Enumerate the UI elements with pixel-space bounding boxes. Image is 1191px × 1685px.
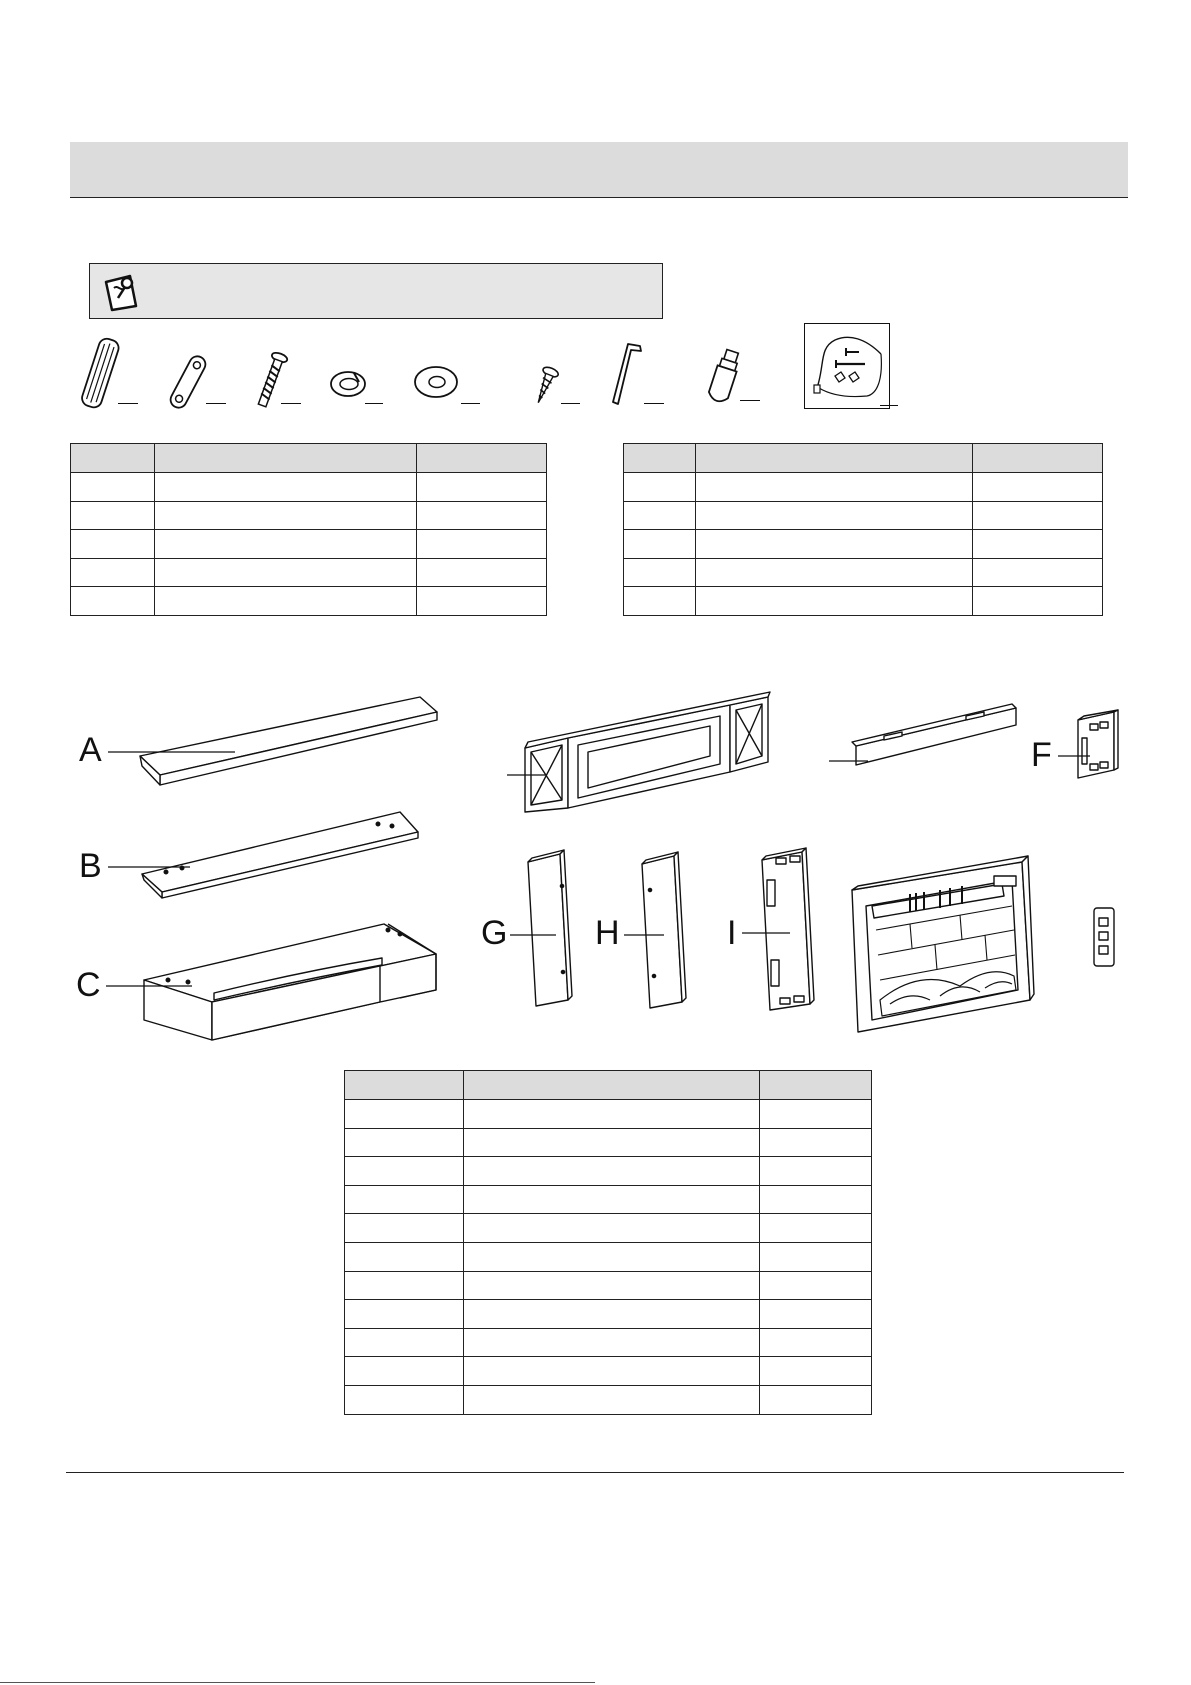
table-row <box>624 558 1103 587</box>
part-b-shelf <box>142 812 418 898</box>
part-h-side-panel <box>642 852 686 1008</box>
part-label-g: G <box>481 914 508 952</box>
part-j-firebox <box>852 856 1034 1032</box>
part-g-side-panel <box>528 850 572 1006</box>
table-row <box>624 587 1103 616</box>
table-row <box>624 530 1103 559</box>
anti-tip-kit-icon <box>804 323 890 409</box>
flat-washer-icon <box>412 362 462 402</box>
part-k-remote <box>1094 908 1114 966</box>
dowel-icon <box>70 334 130 414</box>
parts-illustration <box>0 680 1191 1040</box>
lock-washer-icon <box>328 365 372 401</box>
table-row <box>71 501 547 530</box>
cam-lock-icon <box>706 348 742 408</box>
table-header-row <box>624 444 1103 473</box>
table-row <box>345 1300 872 1329</box>
part-label-h: H <box>595 914 620 952</box>
connector-plate-qty-line <box>206 403 226 404</box>
table-row <box>71 587 547 616</box>
anti-tip-kit-qty-line <box>880 405 898 406</box>
table-row <box>345 1357 872 1386</box>
hardware-table-left <box>70 443 547 616</box>
lock-washer-qty-line <box>365 403 383 404</box>
table-row <box>71 530 547 559</box>
table-row <box>624 501 1103 530</box>
table-row <box>345 1157 872 1186</box>
table-row <box>345 1185 872 1214</box>
table-header-row <box>345 1071 872 1100</box>
part-label-b: B <box>79 847 102 885</box>
bottom-edge-line <box>0 1682 595 1683</box>
parts-table <box>344 1070 872 1415</box>
part-i-inner-panel <box>762 848 814 1010</box>
part-label-c: C <box>76 966 101 1004</box>
allen-key-qty-line <box>644 403 664 404</box>
table-row <box>71 473 547 502</box>
wood-screw-qty-line <box>561 403 580 404</box>
table-row <box>345 1242 872 1271</box>
table-row <box>345 1100 872 1129</box>
table-row <box>345 1128 872 1157</box>
flat-washer-qty-line <box>461 403 480 404</box>
note-pin-icon <box>100 272 144 312</box>
part-label-a: A <box>79 731 102 769</box>
part-e-top-rail <box>852 704 1016 765</box>
part-label-i: I <box>727 914 737 952</box>
connector-plate-icon <box>168 352 208 412</box>
table-header-row <box>71 444 547 473</box>
part-f-side-bracket <box>1078 710 1118 778</box>
part-d-front-frame <box>525 692 770 812</box>
allen-key-icon <box>610 338 646 410</box>
note-box <box>89 263 663 319</box>
screw-qty-line <box>281 403 301 404</box>
part-c-base <box>144 924 436 1040</box>
table-row <box>345 1385 872 1414</box>
dowel-qty-line <box>118 403 138 404</box>
footer-rule <box>66 1472 1124 1473</box>
hardware-table-right <box>623 443 1103 616</box>
table-row <box>345 1214 872 1243</box>
header-band <box>70 142 1128 198</box>
cam-lock-qty-line <box>740 400 760 401</box>
table-row <box>345 1271 872 1300</box>
wood-screw-icon <box>530 366 560 406</box>
table-row <box>345 1328 872 1357</box>
part-a-mantel-top <box>140 697 437 785</box>
table-row <box>71 558 547 587</box>
part-label-f: F <box>1031 736 1052 774</box>
table-row <box>624 473 1103 502</box>
